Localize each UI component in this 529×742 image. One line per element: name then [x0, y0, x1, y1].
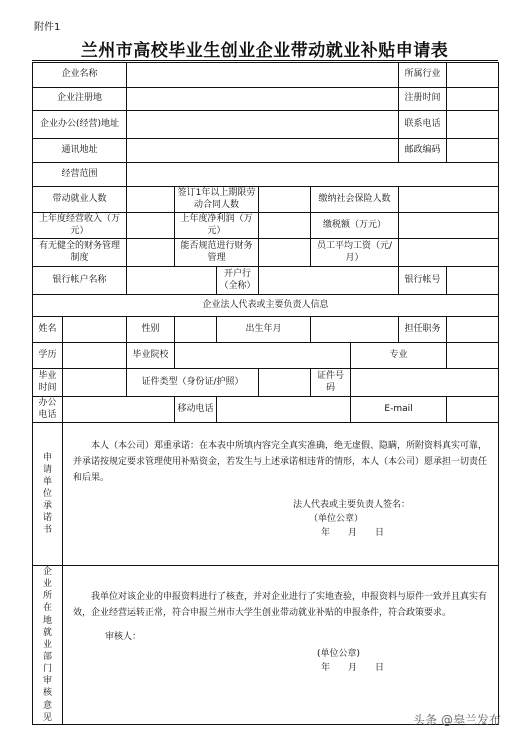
- id-no-field[interactable]: [351, 369, 499, 397]
- birth-field[interactable]: [311, 317, 399, 343]
- insurance-count-field[interactable]: [399, 187, 499, 213]
- grad-time-label: 毕业时间: [33, 369, 63, 397]
- reviewer-label: 审核人：: [105, 631, 142, 642]
- profit-field[interactable]: [259, 213, 311, 239]
- company-name-field[interactable]: [127, 63, 399, 88]
- company-name-label: 企业名称: [33, 63, 127, 88]
- education-label: 学历: [33, 343, 63, 369]
- office-phone-label: 办公电话: [33, 397, 63, 423]
- review-date: 年 月 日: [321, 663, 385, 673]
- avg-wage-label: 员工平均工资（元/月）: [311, 239, 399, 267]
- application-form: [32, 62, 499, 725]
- finance-system-field[interactable]: [127, 239, 175, 267]
- title-divider: [32, 60, 498, 61]
- business-scope-field[interactable]: [127, 163, 499, 187]
- bank-account-name-label: 银行帐户名称: [33, 267, 127, 295]
- bank-branch-label: 开户行（全称）: [217, 267, 259, 295]
- industry-field[interactable]: [447, 63, 499, 88]
- grad-time-field[interactable]: [63, 369, 127, 397]
- employment-count-label: 带动就业人数: [33, 187, 127, 213]
- avg-wage-field[interactable]: [399, 239, 499, 267]
- contract-count-label: 签订1年以上期限劳动合同人数: [175, 187, 259, 213]
- standard-finance-field[interactable]: [259, 239, 311, 267]
- office-address-label: 企业办公(经营)地址: [33, 111, 127, 139]
- phone-field[interactable]: [447, 111, 499, 139]
- review-cell: [63, 566, 499, 725]
- education-field[interactable]: [63, 343, 127, 369]
- gender-field[interactable]: [175, 317, 217, 343]
- revenue-field[interactable]: [127, 213, 175, 239]
- id-type-field[interactable]: [259, 369, 311, 397]
- bank-account-no-label: 银行帐号: [399, 267, 447, 295]
- major-label: 专业: [351, 343, 447, 369]
- bank-branch-field[interactable]: [259, 267, 399, 295]
- commitment-label-cell: [33, 423, 63, 566]
- business-scope-label: 经营范围: [33, 163, 127, 187]
- revenue-label: 上年度经营收入（万元）: [33, 213, 127, 239]
- industry-label: 所属行业: [399, 63, 447, 88]
- attachment-label: 附件1: [34, 22, 61, 33]
- birth-label: 出生年月: [217, 317, 311, 343]
- name-label: 姓名: [33, 317, 63, 343]
- tax-paid-label: 缴税额（万元）: [311, 213, 399, 239]
- id-type-label: 证件类型（身份证/护照）: [127, 369, 259, 397]
- legal-section-header: 企业法人代表或主要负责人信息: [33, 295, 499, 317]
- commitment-date: 年 月 日: [321, 527, 385, 538]
- review-label: 企业所在地就业部门审核意见: [42, 567, 52, 723]
- contract-count-field[interactable]: [259, 187, 311, 213]
- gender-label: 性别: [127, 317, 175, 343]
- reg-address-field[interactable]: [127, 88, 399, 111]
- postcode-field[interactable]: [447, 139, 499, 163]
- school-field[interactable]: [175, 343, 351, 369]
- bank-account-name-field[interactable]: [127, 267, 217, 295]
- mail-address-label: 通讯地址: [33, 139, 127, 163]
- watermark: 头条 @皋兰发布: [413, 713, 501, 727]
- reg-time-field[interactable]: [447, 88, 499, 111]
- mobile-label: 移动电话: [175, 397, 217, 423]
- commitment-label: 申请单位承诺书: [42, 452, 52, 536]
- postcode-label: 邮政编码: [399, 139, 447, 163]
- review-text: 我单位对该企业的申报资料进行了核查，并对企业进行了实地查验，申报资料与原件一致并且真实有效，企业经营运转正常，符合申报兰州市大学生创业带动就业补贴的申报条件，符合政策要求。: [73, 592, 488, 618]
- insurance-count-label: 缴纳社会保险人数: [311, 187, 399, 213]
- office-address-field[interactable]: [127, 111, 399, 139]
- mobile-field[interactable]: [217, 397, 351, 423]
- commitment-stamp: （单位公章）: [309, 513, 364, 524]
- review-stamp: (单位公章): [317, 648, 361, 659]
- major-field[interactable]: [447, 343, 499, 369]
- commitment-sign-line: 法人代表或主要负责人签名：: [293, 500, 411, 511]
- commitment-cell: [63, 423, 499, 566]
- form-title: 兰州市高校毕业生创业企业带动就业补贴申请表: [80, 41, 449, 61]
- position-field[interactable]: [447, 317, 499, 343]
- id-no-label: 证件号码: [311, 369, 351, 397]
- commitment-text: 本人（本公司）郑重承诺：在本表中所填内容完全真实准确，绝无虚假、隐瞒，所附资料真实可靠，并承诺按规定要求管理使用补贴资金，若发生与上述承诺相违背的情形，本人（本公司）愿承担一切责任和后果。: [73, 441, 488, 483]
- finance-system-label: 有无健全的财务管理制度: [33, 239, 127, 267]
- reg-address-label: 企业注册地: [33, 88, 127, 111]
- employment-count-field[interactable]: [127, 187, 175, 213]
- office-phone-field[interactable]: [63, 397, 175, 423]
- standard-finance-label: 能否规范进行财务管理: [175, 239, 259, 267]
- position-label: 担任职务: [399, 317, 447, 343]
- email-field[interactable]: [447, 397, 499, 423]
- email-label: E-mail: [351, 397, 447, 423]
- school-label: 毕业院校: [127, 343, 175, 369]
- phone-label: 联系电话: [399, 111, 447, 139]
- reg-time-label: 注册时间: [399, 88, 447, 111]
- bank-account-no-field[interactable]: [447, 267, 499, 295]
- mail-address-field[interactable]: [127, 139, 399, 163]
- profit-label: 上年度净利润（万元）: [175, 213, 259, 239]
- review-label-cell: [33, 566, 63, 725]
- tax-paid-field[interactable]: [399, 213, 499, 239]
- name-field[interactable]: [63, 317, 127, 343]
